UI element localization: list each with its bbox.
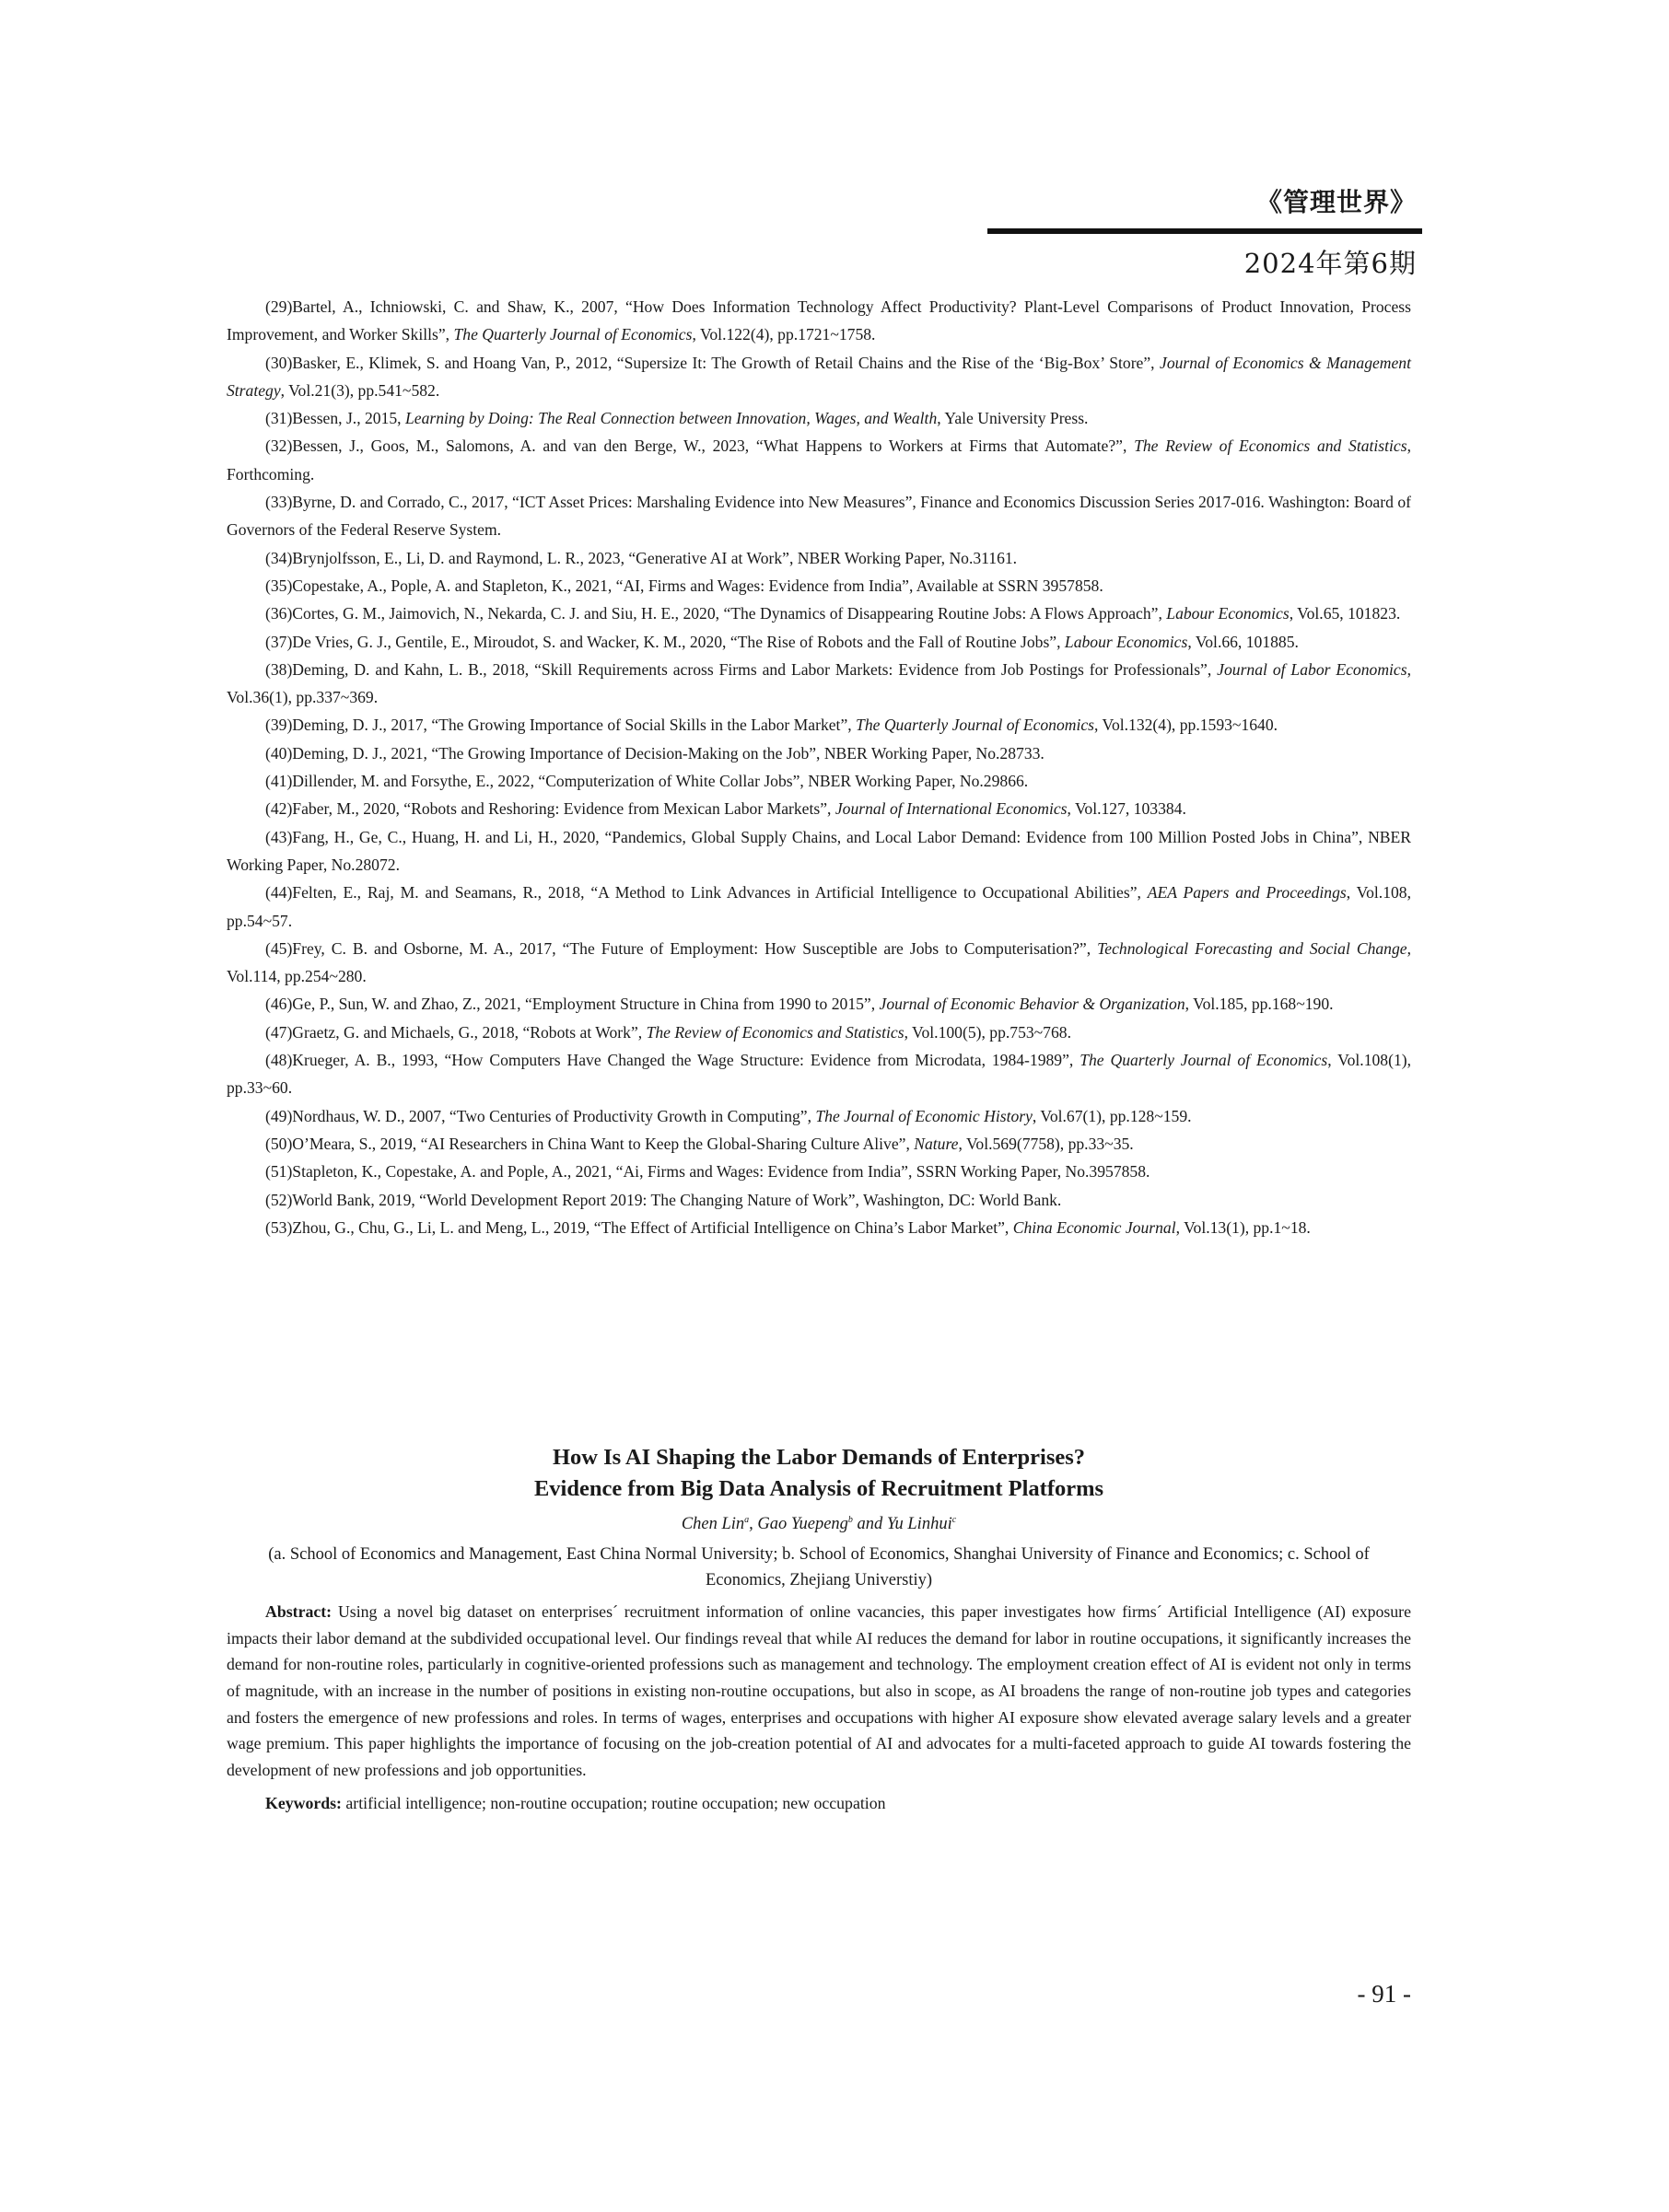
paper-title-line-1: How Is AI Shaping the Labor Demands of Enterprises? xyxy=(552,1445,1086,1470)
reference-source: AEA Papers and Proceedings xyxy=(1147,883,1347,902)
reference-source: Labour Economics xyxy=(1166,604,1290,623)
reference-source: Journal of International Economics xyxy=(834,799,1068,819)
reference-text: (33)Byrne, D. and Corrado, C., 2017, “ICT Asset Prices: Marshaling Evidence into New Measures”, Finance and Economics Discussion Series 2017-016. Washington: Board of Governors of the Federal Reserve System. xyxy=(227,493,1411,540)
reference-text: (35)Copestake, A., Pople, A. and Stapleton, K., 2021, “AI, Firms and Wages: Evidence from India”, Available at SSRN 3957858. xyxy=(265,576,1103,595)
reference-item xyxy=(227,739,1411,767)
reference-text: (48)Krueger, A. B., 1993, “How Computers Have Changed the Wage Structure: Evidence from Microdata, 1984-1989”, xyxy=(265,1051,1080,1070)
author-affiliation-mark: b xyxy=(847,1515,853,1525)
abstract-text: Using a novel big dataset on enterprises´ recruitment information of online vacancies, this paper investigates how firms´ Artificial Intelligence (AI) exposure impacts their labor demand at the subdivided occupational level. Our findings reveal that while AI reduces the demand for labor in routine occupations, it significantly increases the demand for non-routine roles, particularly in cognitive-oriented professions such as management and technology. The employment creation effect of AI is evident not only in terms of magnitude, with an increase in the number of positions in existing non-routine occupations, but also in scope, as AI broadens the range of non-routine job types and categories and fosters the emergence of new professions and roles. In terms of wages, enterprises and occupations with higher AI exposure show elevated average salary levels and a greater wage premium. This paper highlights the importance of focusing on the job-creation potential of AI and advocates for a multi-faceted approach to guide AI towards fostering the development of new professions and job opportunities. xyxy=(227,1602,1411,1779)
reference-item xyxy=(227,628,1411,656)
reference-item xyxy=(227,767,1411,795)
reference-text: (38)Deming, D. and Kahn, L. B., 2018, “Skill Requirements across Firms and Labor Markets: Evidence from Job Postings for Professionals”, xyxy=(265,659,1218,679)
reference-text: (49)Nordhaus, W. D., 2007, “Two Centuries of Productivity Growth in Computing”, xyxy=(265,1106,816,1125)
reference-text: (32)Bessen, J., Goos, M., Salomons, A. and van den Berge, W., 2023, “What Happens to Workers at Firms that Automate?”, xyxy=(265,437,1135,456)
abstract-label: Abstract: xyxy=(265,1602,333,1622)
author-line xyxy=(227,1507,1411,1538)
reference-item xyxy=(227,656,1411,712)
reference-text: (31)Bessen, J., 2015, xyxy=(265,409,405,428)
reference-item xyxy=(227,879,1411,935)
reference-source: The Review of Economics and Statistics xyxy=(1134,437,1407,456)
reference-text: (44)Felten, E., Raj, M. and Seamans, R., 2018, “A Method to Link Advances in Artificial Intelligence to Occupational Abilities”, xyxy=(265,883,1148,902)
author-name: Gao Yuepeng xyxy=(757,1515,848,1534)
reference-item xyxy=(227,1102,1411,1130)
reference-text: (30)Basker, E., Klimek, S. and Hoang Van, P., 2012, “Supersize It: The Growth of Retail Chains and the Rise of the ‘Big-Box’ Store”, xyxy=(265,353,1161,372)
reference-item xyxy=(227,1186,1411,1214)
reference-item xyxy=(227,432,1411,488)
reference-item xyxy=(227,823,1411,879)
reference-source: The Quarterly Journal of Economics xyxy=(856,716,1095,735)
reference-text: , Vol.569(7758), pp.33~35. xyxy=(958,1134,1134,1153)
reference-item xyxy=(227,990,1411,1018)
affiliations: (a. School of Economics and Management, East China Normal University; b. School of Economics, Shanghai University of Finance and Economics; c. School of Economics, Zhejiang Universtiy) xyxy=(268,1545,1370,1590)
reference-source: Nature xyxy=(914,1134,959,1153)
reference-text: , Vol.122(4), pp.1721~1758. xyxy=(692,325,876,344)
reference-text: (36)Cortes, G. M., Jaimovich, N., Nekarda, C. J. and Siu, H. E., 2020, “The Dynamics of Disappearing Routine Jobs: A Flows Approach”, xyxy=(265,604,1167,623)
reference-text: , Vol.21(3), pp.541~582. xyxy=(280,380,440,400)
journal-header xyxy=(987,182,1422,281)
reference-source: Journal of Economic Behavior & Organization xyxy=(879,995,1185,1014)
reference-source: The Quarterly Journal of Economics xyxy=(1080,1051,1328,1070)
reference-text: , Vol.108, pp.54~57. xyxy=(227,883,1411,930)
reference-text: , Vol.100(5), pp.753~768. xyxy=(904,1022,1071,1042)
reference-text: , Vol.66, 101885. xyxy=(1187,632,1299,651)
page-number: - 91 - xyxy=(1357,1980,1411,2008)
journal-title: 《管理世界》 xyxy=(1255,187,1417,217)
author-affiliation-mark: c xyxy=(951,1515,957,1525)
reference-text: (47)Graetz, G. and Michaels, G., 2018, “Robots at Work”, xyxy=(265,1022,647,1042)
reference-text: (34)Brynjolfsson, E., Li, D. and Raymond, L. R., 2023, “Generative AI at Work”, NBER Working Paper, No.31161. xyxy=(265,548,1018,567)
author-separator: , xyxy=(749,1515,758,1534)
reference-text: (42)Faber, M., 2020, “Robots and Reshoring: Evidence from Mexican Labor Markets”, xyxy=(265,799,835,819)
reference-text: (52)World Bank, 2019, “World Development Report 2019: The Changing Nature of Work”, Washington, DC: World Bank. xyxy=(265,1190,1062,1209)
reference-text: , Vol.65, 101823. xyxy=(1289,604,1401,623)
reference-item xyxy=(227,488,1411,544)
reference-text: (41)Dillender, M. and Forsythe, E., 2022, “Computerization of White Collar Jobs”, NBER Working Paper, No.29866. xyxy=(265,772,1029,791)
reference-item xyxy=(227,795,1411,822)
paper-title-line-2: Evidence from Big Data Analysis of Recruitment Platforms xyxy=(533,1476,1104,1501)
reference-item xyxy=(227,1019,1411,1046)
reference-text: (50)O’Meara, S., 2019, “AI Researchers in China Want to Keep the Global-Sharing Culture Alive”, xyxy=(265,1134,915,1153)
reference-source: China Economic Journal xyxy=(1012,1217,1176,1237)
reference-item xyxy=(227,935,1411,991)
reference-text: (43)Fang, H., Ge, C., Huang, H. and Li, H., 2020, “Pandemics, Global Supply Chains, and Local Labor Demand: Evidence from 100 Million Posted Jobs in China”, NBER Working Paper, No.28072. xyxy=(227,827,1411,874)
author-affiliation-mark: a xyxy=(744,1515,750,1525)
keywords-label: Keywords: xyxy=(265,1794,342,1813)
reference-text: (29)Bartel, A., Ichniowski, C. and Shaw, K., 2007, “How Does Information Technology Affect Productivity? Plant-Level Comparisons of Product Innovation, Process Improvement, and Worker Skills”, xyxy=(227,297,1411,344)
reference-item xyxy=(227,1214,1411,1241)
reference-source: Technological Forecasting and Social Change xyxy=(1097,938,1407,958)
keywords-paragraph xyxy=(227,1790,1411,1817)
reference-text: (37)De Vries, G. J., Gentile, E., Miroudot, S. and Wacker, K. M., 2020, “The Rise of Robots and the Fall of Routine Jobs”, xyxy=(265,632,1065,651)
reference-text: (46)Ge, P., Sun, W. and Zhao, Z., 2021, “Employment Structure in China from 1990 to 2015”, xyxy=(265,995,880,1014)
reference-item xyxy=(227,404,1411,432)
reference-text: , Vol.127, 103384. xyxy=(1067,799,1186,819)
reference-item xyxy=(227,293,1411,349)
reference-item xyxy=(227,544,1411,572)
reference-text: (40)Deming, D. J., 2021, “The Growing Importance of Decision-Making on the Job”, NBER Working Paper, No.28733. xyxy=(265,743,1045,763)
reference-text: , Vol.185, pp.168~190. xyxy=(1185,995,1334,1014)
reference-source: The Journal of Economic History xyxy=(815,1106,1033,1125)
reference-item xyxy=(227,349,1411,405)
author-name: Yu Linhui xyxy=(886,1515,952,1534)
reference-source: Learning by Doing: The Real Connection between Innovation, Wages, and Wealth xyxy=(404,409,938,428)
reference-text: , Vol.132(4), pp.1593~1640. xyxy=(1094,716,1278,735)
author-name: Chen Lin xyxy=(681,1515,745,1534)
reference-text: (51)Stapleton, K., Copestake, A. and Pople, A., 2021, “Ai, Firms and Wages: Evidence from India”, SSRN Working Paper, No.3957858. xyxy=(265,1162,1150,1182)
reference-text: , Vol.108(1), pp.33~60. xyxy=(227,1051,1412,1098)
reference-item xyxy=(227,600,1411,627)
abstract-paragraph xyxy=(227,1599,1411,1783)
reference-item xyxy=(227,1046,1411,1102)
journal-issue: 2024年第6期 xyxy=(1243,248,1417,279)
reference-text: (39)Deming, D. J., 2017, “The Growing Importance of Social Skills in the Labor Market”, xyxy=(265,716,857,735)
reference-text: , Vol.36(1), pp.337~369. xyxy=(227,659,1411,707)
reference-source: The Quarterly Journal of Economics xyxy=(453,325,693,344)
reference-source: Journal of Labor Economics xyxy=(1217,659,1407,679)
reference-source: Journal of Economics & Management Strategy xyxy=(227,353,1411,400)
reference-text: (53)Zhou, G., Chu, G., Li, L. and Meng, L., 2019, “The Effect of Artificial Intelligence on China’s Labor Market”, xyxy=(265,1217,1013,1237)
reference-text: , Forthcoming. xyxy=(227,437,1411,483)
reference-item xyxy=(227,1130,1411,1158)
reference-text: , Yale University Press. xyxy=(937,409,1089,428)
reference-item xyxy=(227,572,1411,600)
reference-text: , Vol.13(1), pp.1~18. xyxy=(1175,1217,1311,1237)
reference-item xyxy=(227,1158,1411,1185)
reference-text: (45)Frey, C. B. and Osborne, M. A., 2017, “The Future of Employment: How Susceptible are Jobs to Computerisation?”, xyxy=(265,938,1098,958)
reference-list xyxy=(227,293,1411,1241)
reference-source: The Review of Economics and Statistics xyxy=(646,1022,905,1042)
reference-source: Labour Economics xyxy=(1064,632,1188,651)
english-abstract-section xyxy=(227,1442,1411,1817)
header-rule xyxy=(987,228,1422,234)
reference-text: , Vol.114, pp.254~280. xyxy=(227,938,1411,986)
author-separator: and xyxy=(852,1515,887,1534)
reference-item xyxy=(227,711,1411,739)
keywords-text: artificial intelligence; non-routine occupation; routine occupation; new occupation xyxy=(341,1794,886,1813)
reference-text: , Vol.67(1), pp.128~159. xyxy=(1032,1106,1192,1125)
